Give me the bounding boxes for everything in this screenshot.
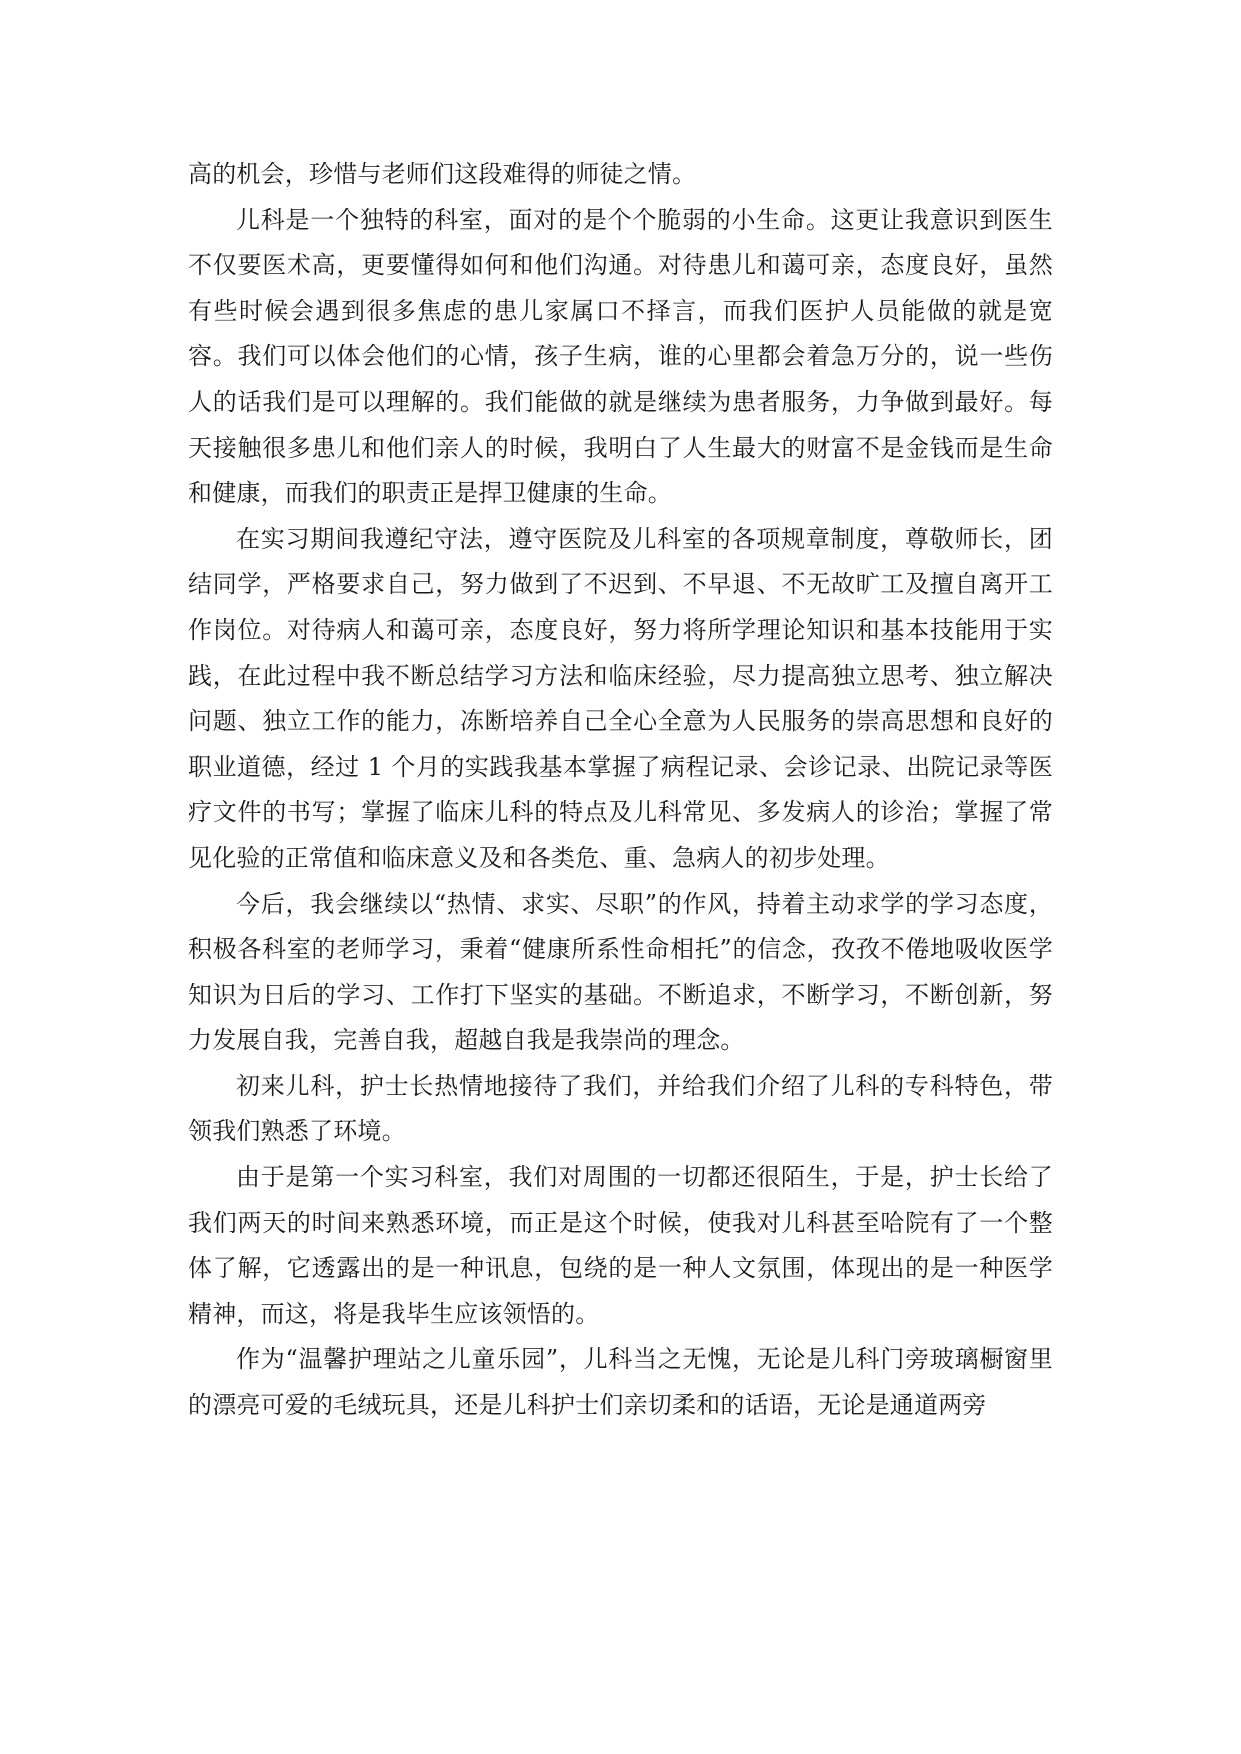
paragraph-first-department: 由于是第一个实习科室，我们对周围的一切都还很陌生，于是，护士长给了我们两天的时间来熟悉环境，而正是这个时候，使我对儿科甚至哈院有了一个整体了解，它透露出的是一种讯息，包绕的是一种人文氛围，体现出的是一种医学精神，而这，将是我毕生应该领悟的。: [188, 1163, 1053, 1328]
document-body: [188, 152, 1053, 1429]
paragraph-future-plans: 今后，我会继续以“热情、求实、尽职”的作风，持着主动求学的学习态度，积极各科室的老师学习，秉着“健康所系性命相托”的信念，孜孜不倦地吸收医学知识为日后的学习、工作打下坚实的基础。不断追求，不断学习，不断创新，努力发展自我，完善自我，超越自我是我崇尚的理念。: [188, 889, 1053, 1055]
paragraph-childrens-paradise: 作为“温馨护理站之儿童乐园”，儿科当之无愧，无论是儿科门旁玻璃橱窗里的漂亮可爱的毛绒玩具，还是儿科护士们亲切柔和的话语，无论是通道两旁: [188, 1345, 1053, 1420]
paragraph-internship-conduct: 在实习期间我遵纪守法，遵守医院及儿科室的各项规章制度，尊敬师长，团结同学，严格要求自己，努力做到了不迟到、不早退、不无故旷工及擅自离开工作岗位。对待病人和蔼可亲，态度良好，努力将所学理论知识和基本技能用于实践，在此过程中我不断总结学习方法和临床经验，尽力提高独立思考、独立解决问题、独立工作的能力，冻断培养自己全心全意为人民服务的崇高思想和良好的职业道德，经过 1 个月的实践我基本掌握了病程记录、会诊记录、出院记录等医疗文件的书写；掌握了临床儿科的特点及儿科常见、多发病人的诊治；掌握了常见化验的正常值和临床意义及和各类危、重、急病人的初步处理。: [188, 524, 1053, 872]
paragraph-pediatrics-communication: 儿科是一个独特的科室，面对的是个个脆弱的小生命。这更让我意识到医生不仅要医术高，更要懂得如何和他们沟通。对待患儿和蔼可亲，态度良好，虽然有些时候会遇到很多焦虑的患儿家属口不择言，而我们医护人员能做的就是宽容。我们可以体会他们的心情，孩子生病，谁的心里都会着急万分的，说一些伤人的话我们是可以理解的。我们能做的就是继续为患者服务，力争做到最好。每天接触很多患儿和他们亲人的时候，我明白了人生最大的财富不是金钱而是生命和健康，而我们的职责正是捍卫健康的生命。: [188, 205, 1053, 508]
paragraph-arrival: 初来儿科，护士长热情地接待了我们，并给我们介绍了儿科的专科特色，带领我们熟悉了环境。: [188, 1071, 1053, 1146]
paragraph-continuation: 高的机会，珍惜与老师们这段难得的师徒之情。: [188, 160, 697, 188]
